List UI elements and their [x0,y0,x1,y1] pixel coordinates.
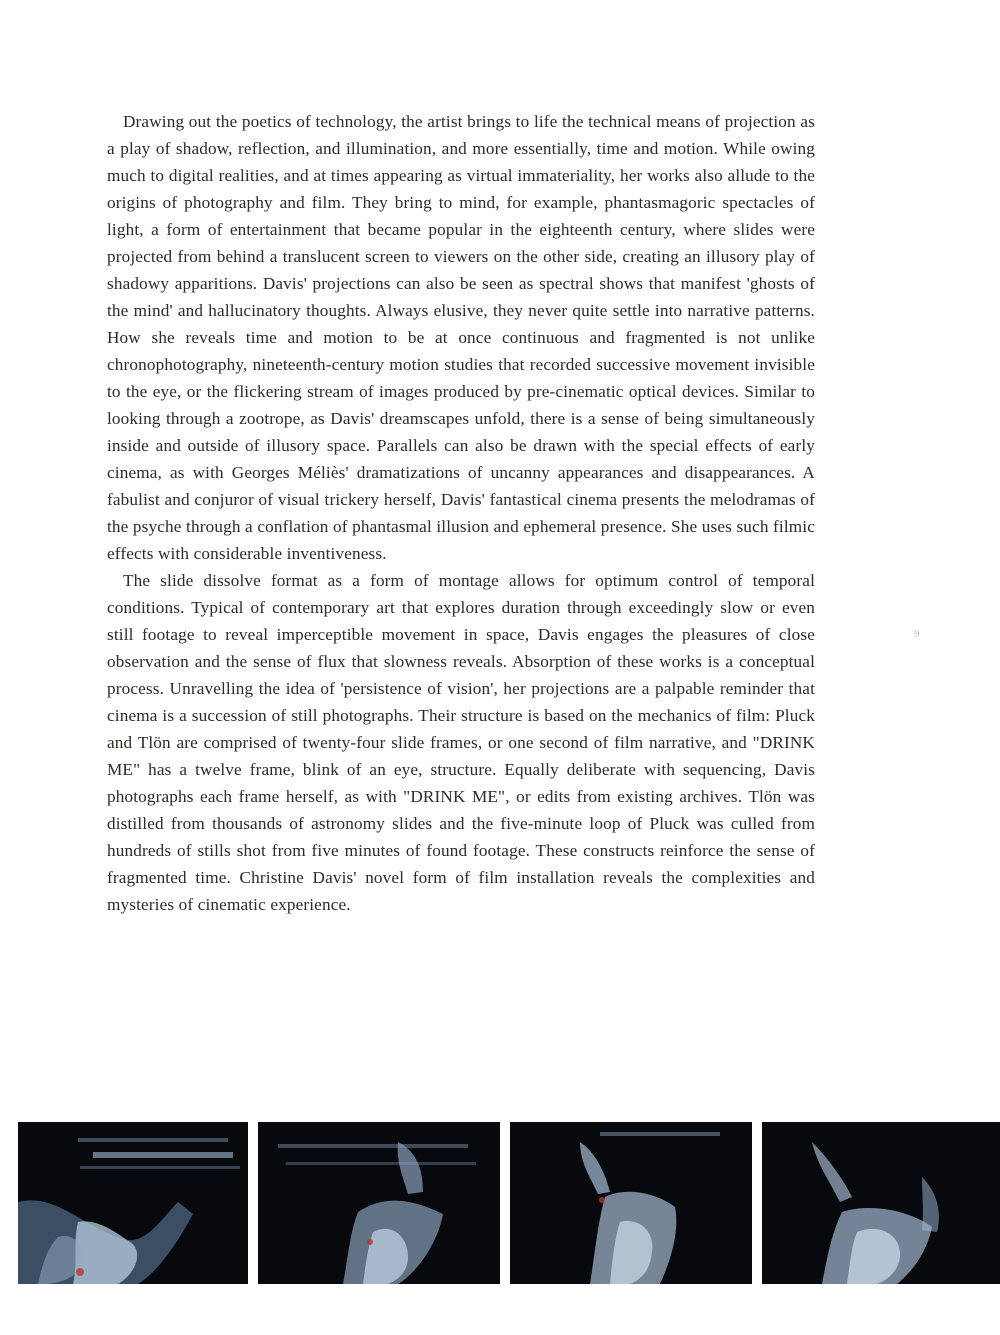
film-frame-4 [762,1122,1000,1284]
film-frame-3 [510,1122,752,1284]
paragraph-2: The slide dissolve format as a form of montage allows for optimum control of temporal conditions. Typical of contemporary art that explores duration through exceedingly slow or even still footage to reveal imperceptible movement in space, Davis engages the pleasures of close observation and the sense of flux that slowness reveals. Absorption of these works is a conceptual process. Unravelling the idea of 'persistence of vision', her projections are a palpable reminder that cinema is a succession of still photographs. Their structure is based on the mechanics of film: Pluck and Tlön are comprised of twenty-four slide frames, or one second of film narrative, and "DRINK ME" has a twelve frame, blink of an eye, structure. Equally deliberate with sequencing, Davis photographs each frame herself, as with "DRINK ME", or edits from existing archives. Tlön was distilled from thousands of astronomy slides and the five-minute loop of Pluck was culled from hundreds of stills shot from five minutes of found footage. These constructs reinforce the sense of fragmented time. Christine Davis' novel form of film installation reveals the complexities and mysteries of cinematic experience. [107,571,815,914]
page-number: 9 [914,628,920,640]
film-strip [18,1122,1000,1284]
film-frame-3-image [510,1122,752,1284]
paragraph-1: Drawing out the poetics of technology, the artist brings to life the technical means of projection as a play of shadow, reflection, and illumination, and more essentially, time and motion. While owing much to digital realities, and at times appearing as virtual immateriality, her works also allude to the origins of photography and film. They bring to mind, for example, phantasmagoric spectacles of light, a form of entertainment that became popular in the eighteenth century, where slides were projected from behind a translucent screen to viewers on the other side, creating an illusory play of shadowy apparitions. Davis' projections can also be seen as spectral shows that manifest 'ghosts of the mind' and hallucinatory thoughts. Always elusive, they never quite settle into narrative patterns. How she reveals time and motion to be at once continuous and fragmented is not unlike chronophotography, nineteenth-century motion studies that recorded successive movement invisible to the eye, or the flickering stream of images produced by pre-cinematic optical devices. Similar to looking through a zootrope, as Davis' dreamscapes unfold, there is a sense of being simultaneously inside and outside of illusory space. Parallels can also be drawn with the special effects of early cinema, as with Georges Méliès' dramatizations of uncanny appearances and disappearances. A fabulist and conjuror of visual trickery herself, Davis' fantastical cinema presents the melodramas of the psyche through a conflation of phantasmal illusion and ephemeral presence. She uses such filmic effects with considerable inventiveness. [107,112,815,563]
film-frame-1 [18,1122,248,1284]
film-frame-1-image [18,1122,248,1284]
film-frame-2 [258,1122,500,1284]
body-text [107,108,815,918]
film-frame-2-image [258,1122,500,1284]
film-frame-4-image [762,1122,1000,1284]
